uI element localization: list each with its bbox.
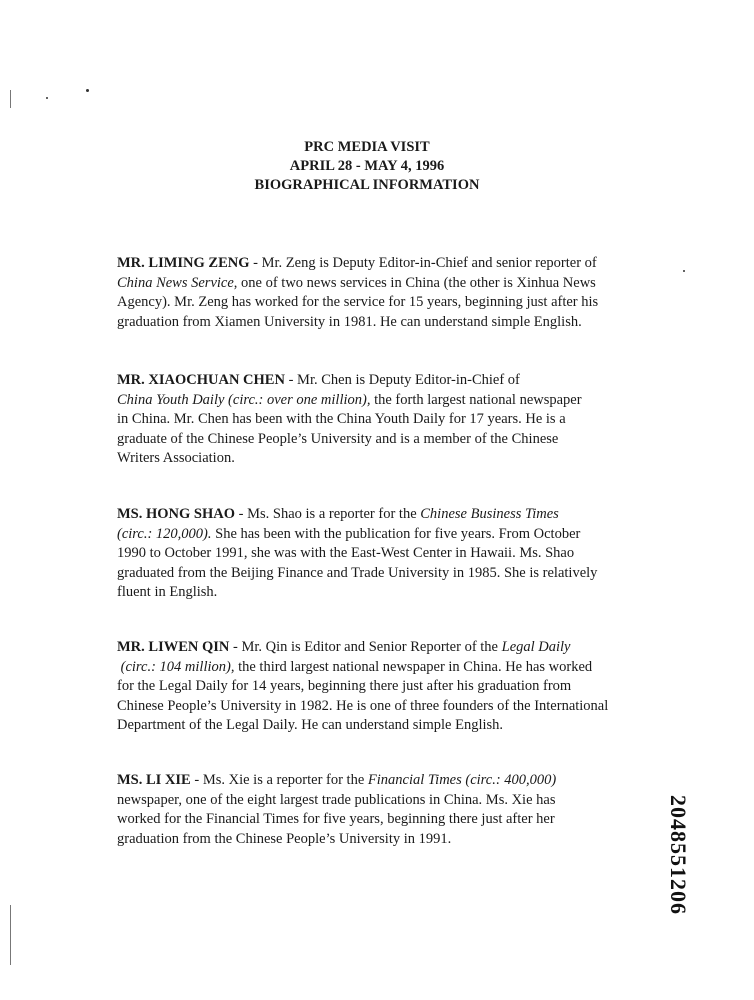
- bio-text: - Ms. Xie is a reporter for the: [190, 772, 368, 788]
- bio-text: graduate of the Chinese People’s University and is a member of the Chinese: [117, 430, 559, 447]
- bio-text: Department of the Legal Daily. He can understand simple English.: [117, 717, 504, 733]
- bio-text: graduated from the Beijing Finance and Trade University in 1985. She is relatively: [117, 564, 598, 581]
- document-number: 2048551206: [666, 795, 691, 915]
- bio-text: the forth largest national newspaper: [370, 391, 582, 408]
- publication-name: China News Service: [117, 274, 234, 291]
- scan-speck: [683, 270, 685, 272]
- header-subtitle: BIOGRAPHICAL INFORMATION: [254, 177, 480, 193]
- bio-liming-zeng: [117, 254, 607, 332]
- bio-liwen-qin: [117, 638, 607, 736]
- bio-xiaochuan-chen: [117, 371, 607, 469]
- bio-name: MR. XIAOCHUAN CHEN: [117, 372, 285, 388]
- bio-text: newspaper, one of the eight largest trade publications in China. Ms. Xie has: [117, 791, 556, 808]
- bio-name: MS. LI XIE: [117, 772, 191, 788]
- bio-text: - Mr. Chen is Deputy Editor-in-Chief of: [284, 372, 520, 388]
- bio-name: MS. HONG SHAO: [117, 506, 236, 522]
- scan-speck: [86, 89, 89, 92]
- scan-edge-mark: [10, 905, 11, 965]
- bio-text: Writers Association.: [117, 450, 235, 466]
- publication-name: China Youth Daily (circ.: over one million),: [117, 391, 371, 408]
- bio-text: graduation from Xiamen University in 1981. He can understand simple English.: [117, 313, 582, 330]
- bio-text: - Mr. Qin is Editor and Senior Reporter of the: [229, 639, 502, 655]
- bio-text: the third largest national newspaper in China. He has worked: [234, 658, 593, 675]
- bio-name: MR. LIMING ZENG: [117, 255, 250, 271]
- bio-name: MR. LIWEN QIN: [117, 639, 230, 655]
- publication-name: Legal Daily: [501, 639, 571, 655]
- circulation-note: (circ.: 104 million),: [120, 658, 235, 675]
- bio-text: She has been with the publication for five years. From October: [211, 525, 581, 542]
- bio-text: 1990 to October 1991, she was with the East-West Center in Hawaii. Ms. Shao: [117, 545, 575, 561]
- header-title: PRC MEDIA VISIT: [304, 139, 430, 155]
- bio-text: worked for the Financial Times for five years, beginning there just after her: [117, 811, 555, 827]
- bio-text: graduation from the Chinese People’s University in 1991.: [117, 830, 452, 847]
- bio-hong-shao: [117, 505, 607, 603]
- bio-li-xie: [117, 771, 607, 849]
- bio-text: for the Legal Daily for 14 years, beginning there just after his graduation from: [117, 678, 572, 694]
- publication-name: Chinese Business Times: [420, 506, 559, 522]
- bio-text: Agency). Mr. Zeng has worked for the service for 15 years, beginning just after his: [117, 294, 599, 310]
- scan-speck: [46, 97, 48, 99]
- bio-text: in China. Mr. Chen has been with the China Youth Daily for 17 years. He is a: [117, 411, 566, 427]
- bio-text: , one of two news services in China (the other is Xinhua News: [233, 274, 596, 291]
- bio-text: fluent in English.: [117, 584, 218, 600]
- bio-text: - Mr. Zeng is Deputy Editor-in-Chief and senior reporter of: [249, 255, 597, 271]
- document-number-stamp: [666, 790, 690, 920]
- bio-text: - Ms. Shao is a reporter for the: [235, 506, 421, 522]
- bio-text: Chinese People’s University in 1982. He is one of three founders of the International: [117, 697, 609, 714]
- circulation-note: (circ.: 120,000).: [117, 525, 212, 542]
- publication-name: Financial Times (circ.: 400,000): [367, 772, 557, 788]
- header-dates: APRIL 28 - MAY 4, 1996: [289, 158, 445, 174]
- document-header: [0, 138, 734, 195]
- scan-edge-mark: [10, 90, 11, 108]
